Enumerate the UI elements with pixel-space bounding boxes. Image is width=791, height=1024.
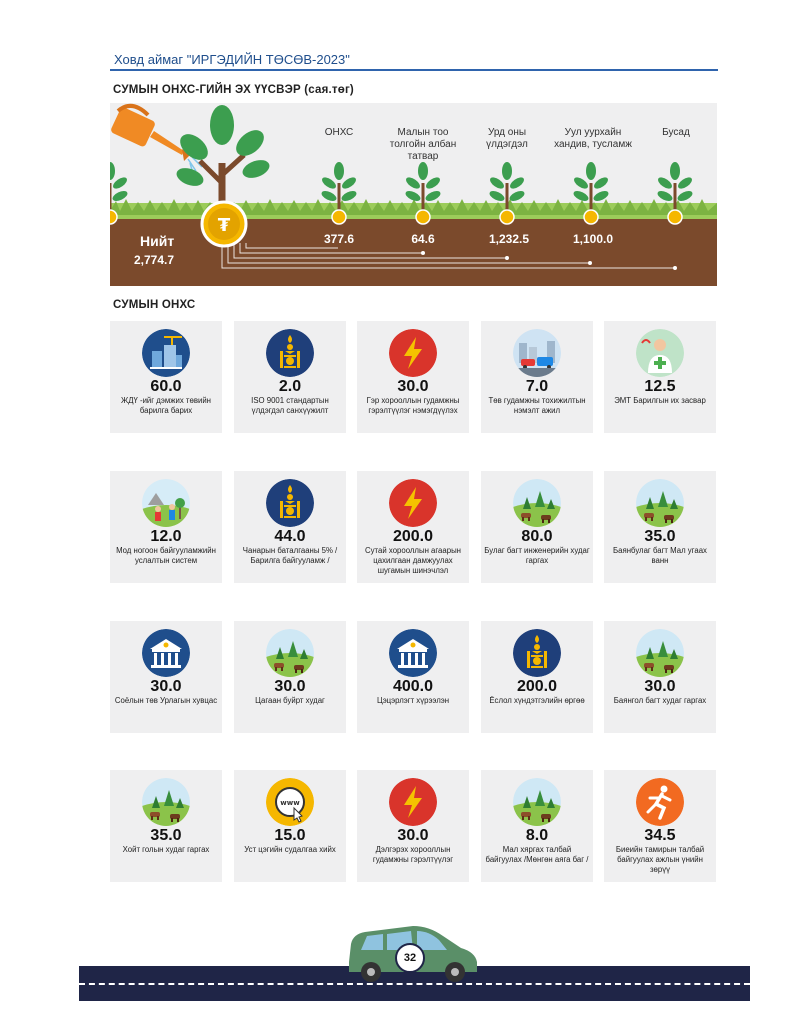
project-description: Биеийн тамирын талбай байгуулах ажлын үнийн зөрүү bbox=[615, 845, 705, 874]
building-construction-icon bbox=[142, 329, 190, 377]
lightning-icon bbox=[389, 329, 437, 377]
svg-text:₮: ₮ bbox=[217, 215, 231, 236]
project-description: Чанарын баталгааны 5% /Барилга байгууламж / bbox=[242, 546, 338, 565]
project-card bbox=[481, 321, 593, 433]
project-amount: 80.0 bbox=[521, 528, 553, 545]
project-card bbox=[604, 321, 716, 433]
section-title-sources: СУМЫН ОНХС-ГИЙН ЭХ ҮҮСВЭР (сая.төг) bbox=[113, 84, 354, 96]
pasture-livestock-icon bbox=[636, 479, 684, 527]
project-description: Цагаан буйрт худаг bbox=[255, 696, 325, 705]
project-card bbox=[110, 471, 222, 583]
project-amount: 35.0 bbox=[150, 827, 182, 844]
project-description: Булаг багт инженерийн худаг гаргах bbox=[484, 546, 590, 565]
source-value-prev-balance: 1,232.5 bbox=[488, 232, 530, 246]
funding-sources-banner bbox=[110, 103, 717, 286]
project-description: Сутай хорооллын агаарын цахилгаан дамжуулах шугамын шинэчлэл bbox=[365, 546, 461, 575]
project-card bbox=[110, 321, 222, 433]
project-amount: 35.0 bbox=[644, 528, 676, 545]
project-description: Баянбулаг багт Мал угаах ванн bbox=[613, 546, 707, 565]
source-value-onhs: 377.6 bbox=[323, 232, 355, 246]
pasture-livestock-icon bbox=[266, 629, 314, 677]
project-card bbox=[357, 621, 469, 733]
project-amount: 7.0 bbox=[525, 378, 549, 395]
project-description: Цэцэрлэгт хүрээлэн bbox=[376, 696, 450, 705]
project-amount: 30.0 bbox=[397, 827, 429, 844]
project-amount: 60.0 bbox=[150, 378, 182, 395]
project-card bbox=[234, 770, 346, 882]
project-amount: 200.0 bbox=[516, 678, 558, 695]
project-amount: 44.0 bbox=[274, 528, 306, 545]
total-value: 2,774.7 bbox=[134, 253, 175, 267]
project-amount: 30.0 bbox=[397, 378, 429, 395]
project-description: Хойт голын худаг гаргах bbox=[122, 845, 210, 854]
project-card bbox=[357, 471, 469, 583]
project-amount: 30.0 bbox=[274, 678, 306, 695]
page-number: 32 bbox=[395, 943, 425, 973]
section-title-projects: СУМЫН ОНХС bbox=[113, 299, 196, 311]
project-amount: 8.0 bbox=[525, 827, 549, 844]
project-card bbox=[604, 621, 716, 733]
project-description: ЖДҮ -ийг дэмжих төвийн барилга барих bbox=[121, 396, 211, 415]
project-card bbox=[357, 321, 469, 433]
project-description: Мод ногоон байгууламжийн услалтын систем bbox=[116, 546, 216, 565]
project-card bbox=[110, 621, 222, 733]
header-divider bbox=[110, 69, 718, 71]
project-card bbox=[110, 770, 222, 882]
project-description: Дэлгэрэх хорооллын гудамжны гэрэлтүүлэг bbox=[372, 845, 454, 864]
tree-planting-icon bbox=[142, 479, 190, 527]
project-card bbox=[481, 770, 593, 882]
source-label-prev-balance: Урд оны үлдэгдэл bbox=[486, 127, 528, 150]
project-description: Соёлын төв Урлагын хувцас bbox=[114, 696, 218, 705]
soyombo-icon bbox=[513, 629, 561, 677]
project-description: Уст цэгийн судалгаа хийх bbox=[244, 845, 336, 854]
project-description: ISO 9001 стандартын үлдэгдэл санхүүжилт bbox=[251, 396, 329, 415]
theater-building-icon bbox=[389, 629, 437, 677]
project-card bbox=[234, 471, 346, 583]
project-amount: 15.0 bbox=[274, 827, 306, 844]
soyombo-icon bbox=[266, 329, 314, 377]
project-card bbox=[357, 770, 469, 882]
lightning-icon bbox=[389, 778, 437, 826]
source-value-livestock-tax: 64.6 bbox=[411, 232, 435, 246]
running-person-icon bbox=[636, 778, 684, 826]
pasture-livestock-icon bbox=[142, 778, 190, 826]
project-amount: 2.0 bbox=[278, 378, 302, 395]
source-label-other: Бусад bbox=[662, 127, 690, 138]
pasture-livestock-icon bbox=[513, 479, 561, 527]
project-description: Ёслол хүндэтгэлийн өргөө bbox=[489, 696, 585, 705]
lightning-icon bbox=[389, 479, 437, 527]
project-amount: 12.0 bbox=[150, 528, 182, 545]
project-description: ЭМТ Барилгын их засвар bbox=[614, 396, 706, 405]
pasture-livestock-icon bbox=[513, 778, 561, 826]
street-traffic-icon bbox=[513, 329, 561, 377]
project-description: Баянгол багт худаг гаргах bbox=[613, 696, 707, 705]
source-label-livestock-tax: Малын тоо толгойн албан татвар bbox=[389, 127, 457, 162]
project-amount: 30.0 bbox=[150, 678, 182, 695]
project-card bbox=[481, 471, 593, 583]
project-card bbox=[604, 471, 716, 583]
project-card bbox=[234, 321, 346, 433]
soyombo-icon bbox=[266, 479, 314, 527]
project-amount: 200.0 bbox=[392, 528, 434, 545]
theater-building-icon bbox=[142, 629, 190, 677]
source-label-mining-donation: Уул уурхайн хандив, тусламж bbox=[554, 127, 632, 150]
project-card bbox=[234, 621, 346, 733]
www-globe-icon bbox=[266, 778, 314, 826]
source-label-onhs: ОНХС bbox=[324, 127, 354, 138]
total-label: Нийт bbox=[140, 233, 175, 249]
project-amount: 400.0 bbox=[392, 678, 434, 695]
project-amount: 30.0 bbox=[644, 678, 676, 695]
project-amount: 12.5 bbox=[644, 378, 676, 395]
project-amount: 34.5 bbox=[644, 827, 676, 844]
project-description: Мал хяргах талбай байгуулах /Мөнгөн аяга баг / bbox=[485, 845, 589, 864]
project-description: Төв гудамжны тохижилтын нэмэлт ажил bbox=[488, 396, 586, 415]
source-value-mining-donation: 1,100.0 bbox=[572, 232, 614, 246]
pasture-livestock-icon bbox=[636, 629, 684, 677]
medical-staff-icon bbox=[636, 329, 684, 377]
header-title: Ховд аймаг "ИРГЭДИЙН ТӨСӨВ-2023" bbox=[114, 52, 350, 67]
project-card bbox=[481, 621, 593, 733]
project-description: Гэр хорооллын гудамжны гэрэлтүүлэг нэмэгдүүлэх bbox=[366, 396, 460, 415]
project-card bbox=[604, 770, 716, 882]
